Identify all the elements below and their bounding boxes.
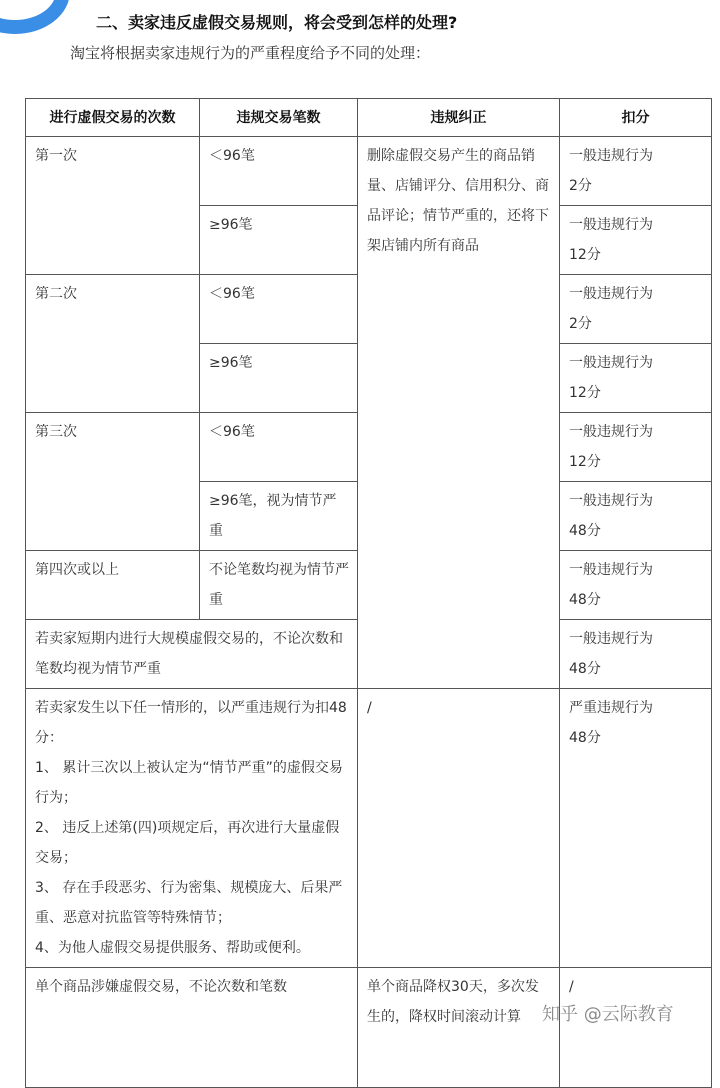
penalty-type: 一般违规行为 bbox=[569, 562, 653, 578]
tx-cell: ≥96笔 bbox=[200, 206, 358, 275]
penalty-type: 一般违规行为 bbox=[569, 217, 653, 233]
penalty-points: 2分 bbox=[569, 178, 592, 194]
penalty-points: 12分 bbox=[569, 385, 601, 401]
single-item-cell: 单个商品涉嫌虚假交易，不论次数和笔数 bbox=[26, 968, 358, 1088]
penalty-table bbox=[25, 98, 712, 1088]
penalty-type: 一般违规行为 bbox=[569, 355, 653, 371]
penalty-points: 48分 bbox=[569, 592, 601, 608]
penalty-points: 2分 bbox=[569, 316, 592, 332]
penalty-type: 一般违规行为 bbox=[569, 631, 653, 647]
penalty-cell bbox=[560, 275, 712, 344]
penalty-cell bbox=[560, 413, 712, 482]
table-header-row bbox=[26, 99, 712, 137]
serious-cases-cell bbox=[26, 689, 358, 968]
penalty-cell bbox=[560, 689, 712, 968]
correction-slash: / bbox=[358, 689, 560, 968]
count-fourth: 第四次或以上 bbox=[26, 551, 200, 620]
penalty-cell bbox=[560, 620, 712, 689]
tx-cell: ＜96笔 bbox=[200, 413, 358, 482]
header-count: 进行虚假交易的次数 bbox=[26, 99, 200, 137]
penalty-slash: / bbox=[560, 968, 712, 1088]
penalty-type: 一般违规行为 bbox=[569, 424, 653, 440]
header-correction: 违规纠正 bbox=[358, 99, 560, 137]
penalty-points: 48分 bbox=[569, 523, 601, 539]
penalty-points: 48分 bbox=[569, 730, 601, 746]
zhihu-watermark: 知乎 @云际教育 bbox=[542, 1004, 674, 1025]
serious-item: 1、 累计三次以上被认定为“情节严重”的虚假交易行为； bbox=[35, 760, 343, 806]
serious-item: 2、 违反上述第(四)项规定后，再次进行大量虚假交易； bbox=[35, 820, 340, 866]
penalty-cell bbox=[560, 551, 712, 620]
penalty-points: 12分 bbox=[569, 454, 601, 470]
penalty-type: 一般违规行为 bbox=[569, 148, 653, 164]
tx-cell: ＜96笔 bbox=[200, 275, 358, 344]
serious-item: 3、 存在手段恶劣、行为密集、规模庞大、后果严重、恶意对抗监管等特殊情节； bbox=[35, 880, 343, 926]
serious-intro: 若卖家发生以下任一情形的，以严重违规行为扣48分： bbox=[35, 700, 347, 746]
penalty-points: 48分 bbox=[569, 661, 601, 677]
penalty-cell bbox=[560, 344, 712, 413]
tx-cell: 不论笔数均视为情节严重 bbox=[200, 551, 358, 620]
tx-cell: ≥96笔，视为情节严重 bbox=[200, 482, 358, 551]
corner-logo bbox=[0, 0, 70, 34]
penalty-type: 一般违规行为 bbox=[569, 493, 653, 509]
tx-cell: ＜96笔 bbox=[200, 137, 358, 206]
penalty-cell bbox=[560, 206, 712, 275]
count-second: 第二次 bbox=[26, 275, 200, 413]
header-deduction: 扣分 bbox=[560, 99, 712, 137]
intro-text: 淘宝将根据卖家违规行为的严重程度给予不同的处理： bbox=[70, 44, 431, 62]
correction-main: 删除虚假交易产生的商品销量、店铺评分、信用积分、商品评论；情节严重的，还将下架店铺内所有商品 bbox=[358, 137, 560, 689]
count-third: 第三次 bbox=[26, 413, 200, 551]
table-row bbox=[26, 137, 712, 206]
table-row bbox=[26, 968, 712, 1088]
single-correction-cell: 单个商品降权30天，多次发生的，降权时间滚动计算 bbox=[358, 968, 560, 1088]
penalty-points: 12分 bbox=[569, 247, 601, 263]
penalty-cell bbox=[560, 137, 712, 206]
penalty-type: 严重违规行为 bbox=[569, 700, 653, 716]
header-transactions: 违规交易笔数 bbox=[200, 99, 358, 137]
penalty-type: 一般违规行为 bbox=[569, 286, 653, 302]
penalty-cell bbox=[560, 482, 712, 551]
table-row bbox=[26, 689, 712, 968]
section-heading: 二、卖家违反虚假交易规则，将会受到怎样的处理? bbox=[96, 13, 458, 32]
tx-cell: ≥96笔 bbox=[200, 344, 358, 413]
serious-item: 4、为他人虚假交易提供服务、帮助或便利。 bbox=[35, 940, 310, 956]
large-scale-cell: 若卖家短期内进行大规模虚假交易的，不论次数和笔数均视为情节严重 bbox=[26, 620, 358, 689]
count-first: 第一次 bbox=[26, 137, 200, 275]
